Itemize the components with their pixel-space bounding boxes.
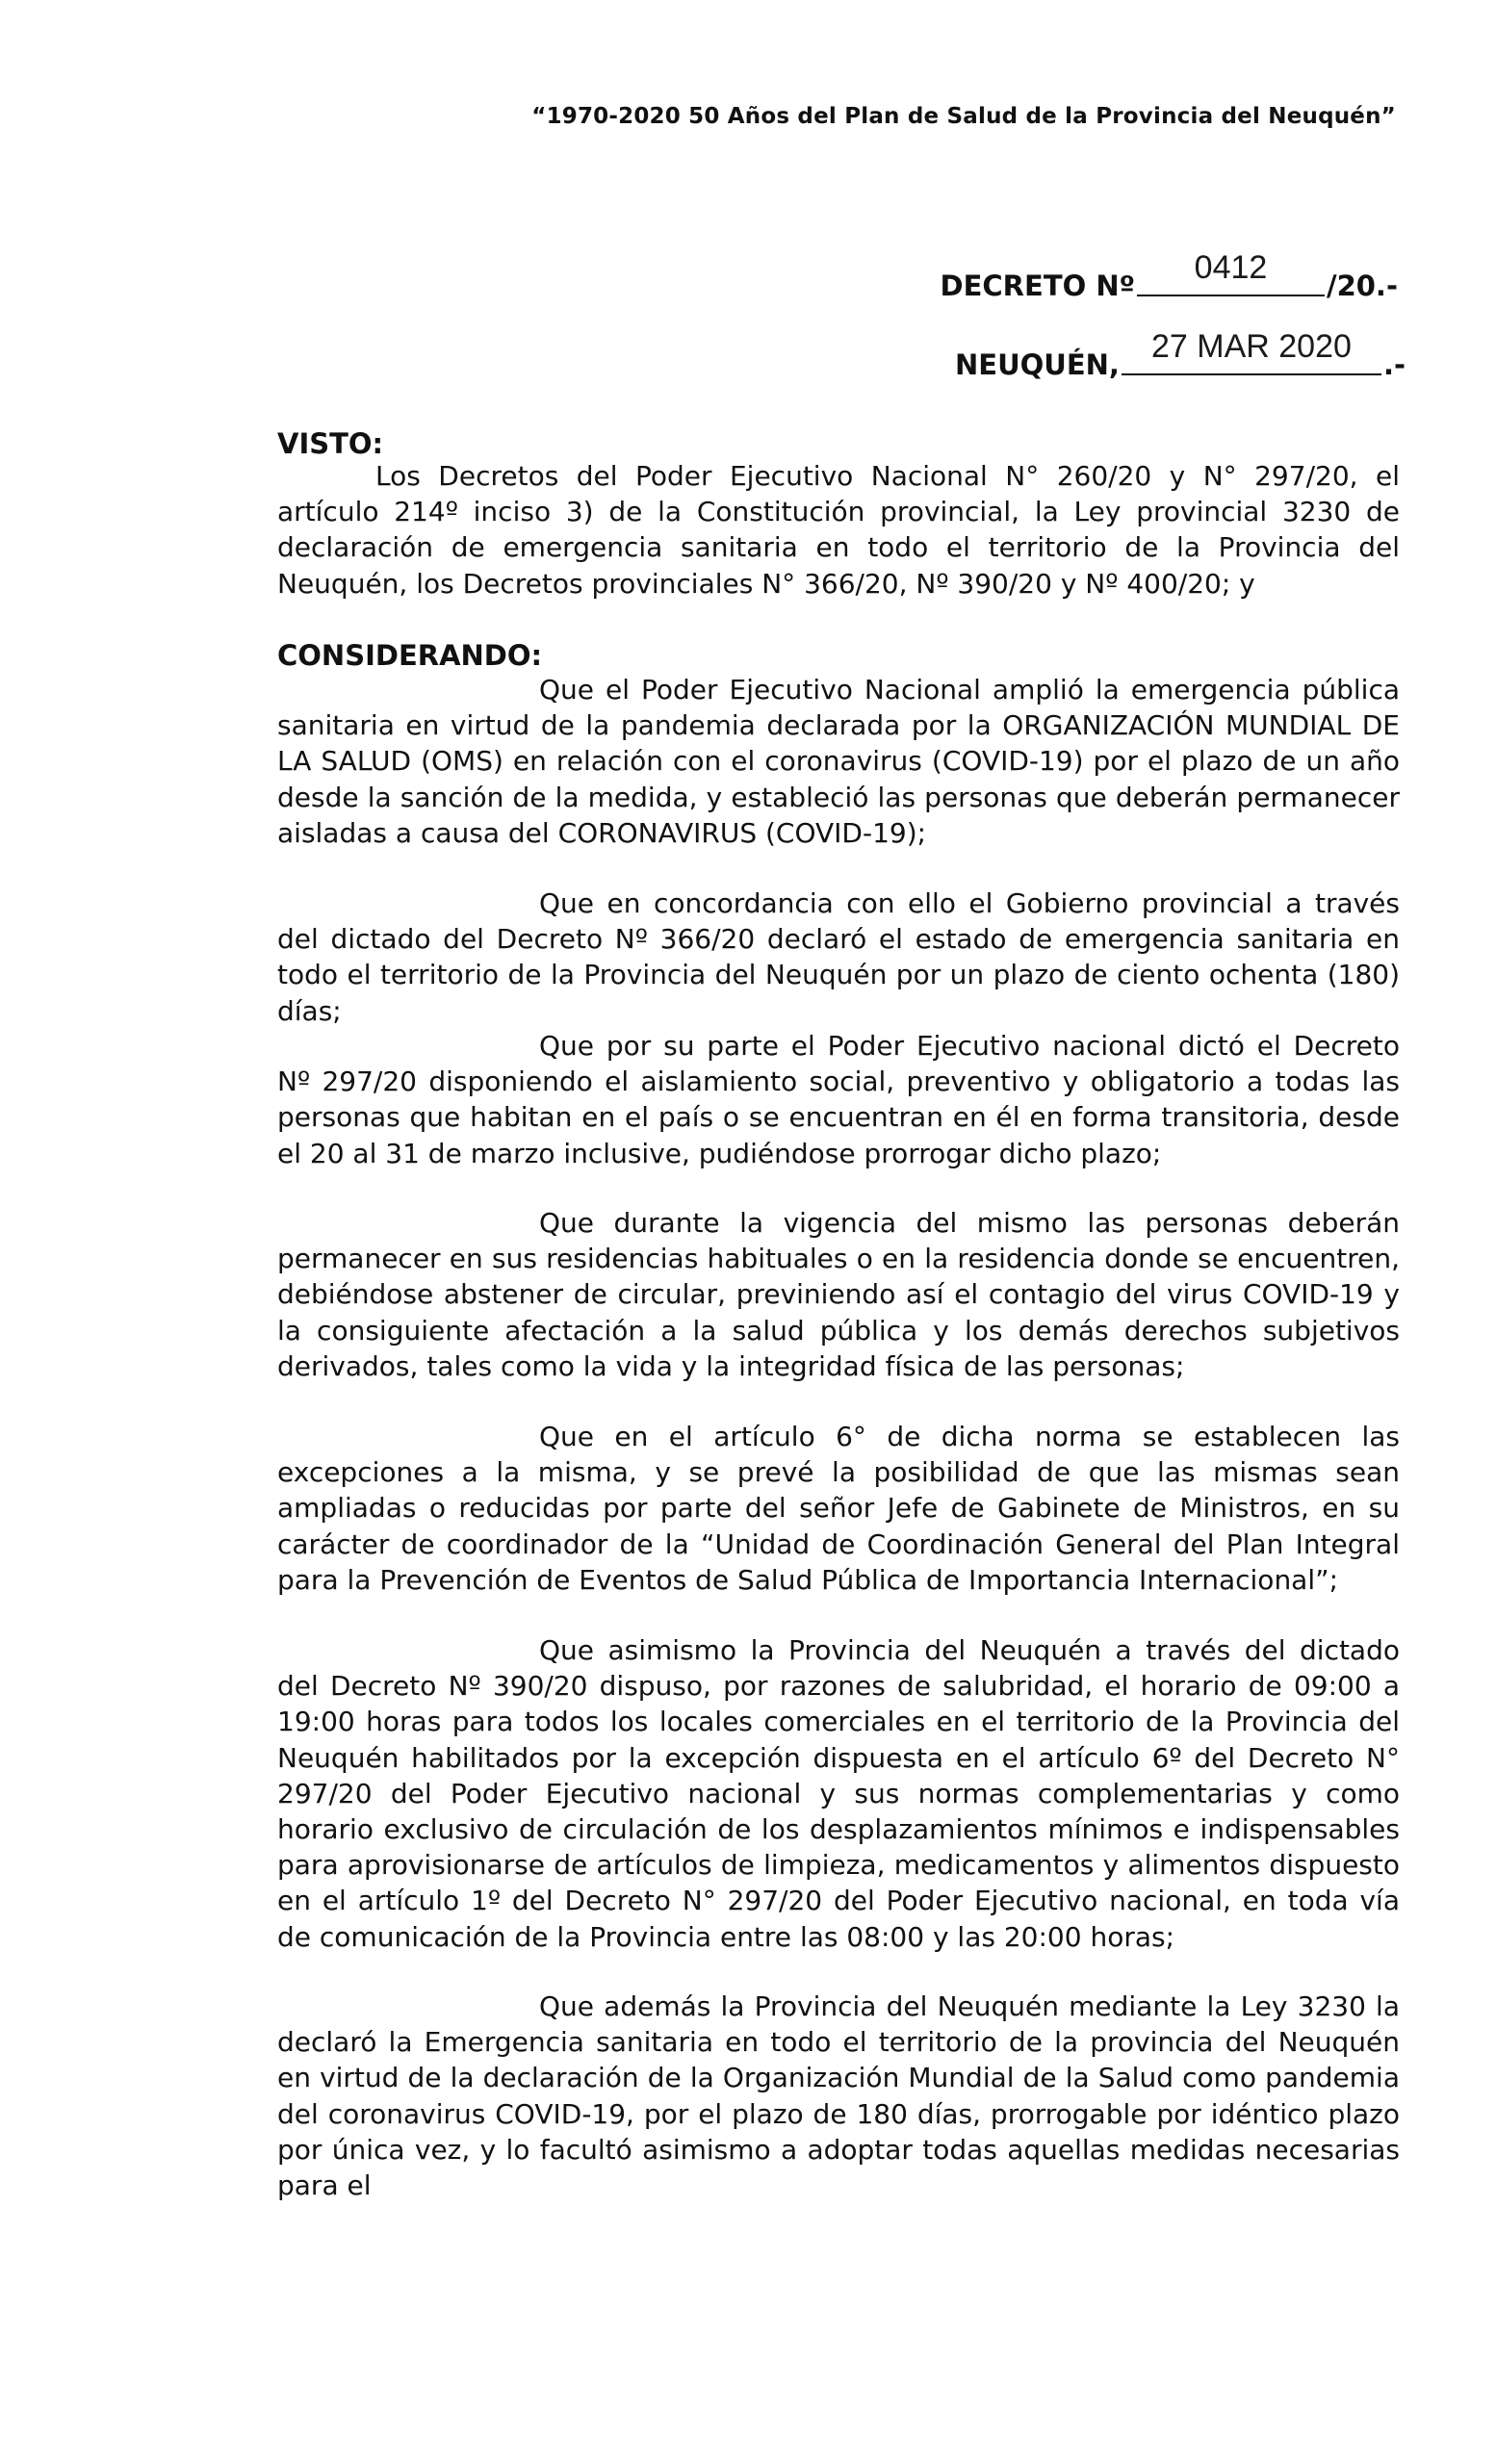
decree-number-value: 0412 (1194, 249, 1268, 286)
considerando-paragraph-7: Que además la Provincia del Neuquén mediante la Ley 3230 la declaró la Emergencia sanitaria en todo el territorio de la provincia del Neuquén en virtud de la declaración de la Organización Mundial de la Salud como pandemia del coronavirus COVID-19, por el plazo de 180 días, prorrogable por idéntico plazo por única vez, y lo facultó asimismo a adoptar todas aquellas medidas necesarias para el (277, 1990, 1400, 2202)
decree-date-blank (1122, 328, 1381, 375)
decree-number-blank (1137, 249, 1325, 296)
decree-date-value: 27 MAR 2020 (1150, 328, 1352, 365)
considerando-paragraph-3: Que por su parte el Poder Ejecutivo nacional dictó el Decreto Nº 297/20 disponiendo el aislamiento social, preventivo y obligatorio a todas las personas que habitan en el país o se encuentran en él en forma transitoria, desde el 20 al 31 de marzo inclusive, pudiéndose prorrogar dicho plazo; (277, 1030, 1400, 1169)
decree-date-line (0, 328, 1406, 381)
visto-paragraph: Los Decretos del Poder Ejecutivo Nacional N° 260/20 y N° 297/20, el artículo 214º inciso 3) de la Constitución provincial, la Ley provincial 3230 de declaración de emergencia sanitaria en todo el territorio de la Provincia del Neuquén, los Decretos provinciales N° 366/20, Nº 390/20 y Nº 400/20; y (277, 460, 1400, 600)
decree-number-label: DECRETO Nº (940, 270, 1135, 302)
decree-place-label: NEUQUÉN, (955, 348, 1120, 381)
considerando-paragraph-4: Que durante la vigencia del mismo las personas deberán permanecer en sus residencias habituales o en la residencia donde se encuentren, debiéndose abstener de circular, previniendo así el contagio del virus COVID-19 y la consiguiente afectación a la salud pública y los demás derechos subjetivos derivados, tales como la vida y la integridad física de las personas; (277, 1207, 1400, 1382)
considerando-paragraph-6: Que asimismo la Provincia del Neuquén a través del dictado del Decreto Nº 390/20 dispuso, por razones de salubridad, el horario de 09:00 a 19:00 horas para todos los locales comerciales en el territorio de la Provincia del Neuquén habilitados por la excepción dispuesta en el artículo 6º del Decreto N° 297/20 del Poder Ejecutivo nacional y sus normas complementarias y como horario exclusivo de circulación de los desplazamientos mínimos e indispensables para aprovisionarse de artículos de limpieza, medicamentos y alimentos dispuesto en el artículo 1º del Decreto N° 297/20 del Poder Ejecutivo nacional, en toda vía de comunicación de la Provincia entre las 08:00 y las 20:00 horas; (277, 1634, 1400, 1953)
decree-number-line (0, 249, 1398, 302)
considerando-paragraph-1: Que el Poder Ejecutivo Nacional amplió la emergencia pública sanitaria en virtud de la pandemia declarada por la ORGANIZACIÓN MUNDIAL DE LA SALUD (OMS) en relación con el coronavirus (COVID-19) por el plazo de un año desde la sanción de la medida, y estableció las personas que deberán permanecer aisladas a causa del CORONAVIRUS (COVID-19); (277, 674, 1400, 849)
considerando-paragraph-2: Que en concordancia con ello el Gobierno provincial a través del dictado del Decreto Nº 366/20 declaró el estado de emergencia sanitaria en todo el territorio de la Provincia del Neuquén por un plazo de ciento ochenta (180) días; (277, 887, 1400, 1027)
decree-date-suffix: .- (1382, 348, 1406, 381)
visto-heading: VISTO: (277, 427, 384, 460)
header-motto: “1970-2020 50 Años del Plan de Salud de la Provincia del Neuquén” (531, 104, 1396, 129)
considerando-paragraph-5: Que en el artículo 6° de dicha norma se establecen las excepciones a la misma, y se prevé la posibilidad de que las mismas sean ampliadas o reducidas por parte del señor Jefe de Gabinete de Ministros, en su carácter de coordinador de la “Unidad de Coordinación General del Plan Integral para la Prevención de Eventos de Salud Pública de Importancia Internacional”; (277, 1421, 1400, 1596)
decree-number-suffix: /20.- (1326, 270, 1398, 302)
considerando-heading: CONSIDERANDO: (277, 639, 543, 672)
